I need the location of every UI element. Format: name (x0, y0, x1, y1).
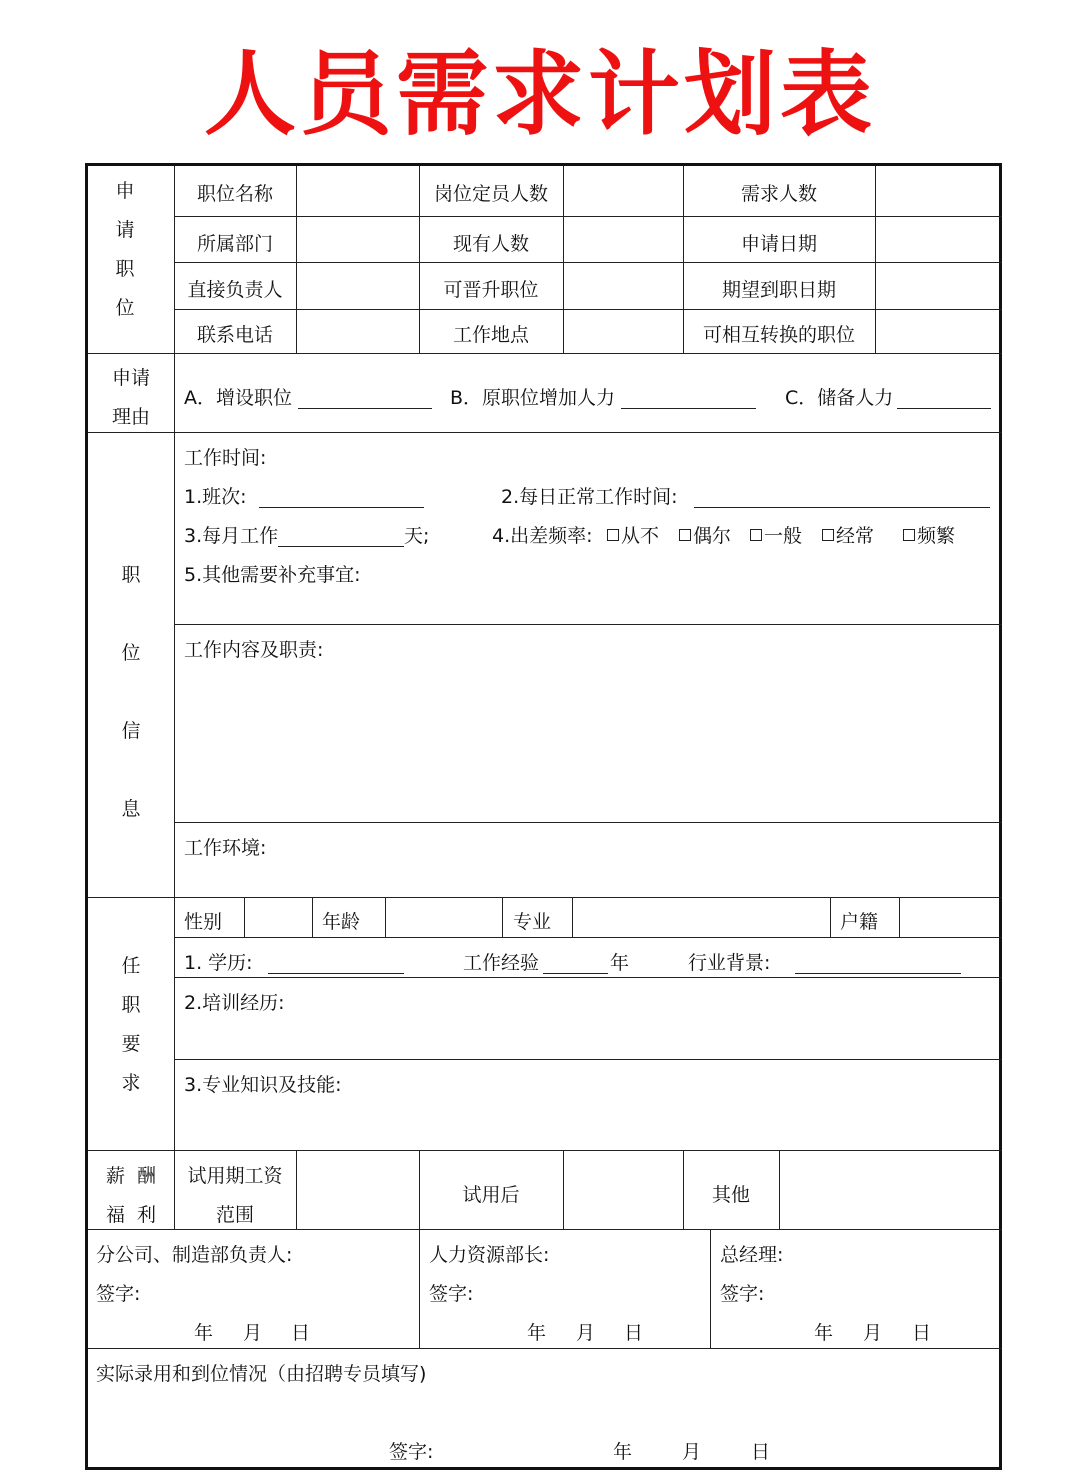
section-label-requirements: 任 职 要 求 (121, 955, 141, 1094)
date-month: 月 (682, 1441, 702, 1463)
signature-field[interactable]: 签字: (720, 1283, 765, 1305)
section-label-position-info: 职 位 信 息 (121, 564, 141, 820)
label-direct-supervisor: 直接负责人 (187, 279, 283, 301)
requisition-form: 申 请 职 位 职位名称 岗位定员人数 需求人数 所属部门 现有人数 申请日期 直接负责人 可晋升职位 期望到职日期 联系电话 工作地点 可相互转换的职位 申请 理由 A．增设职位 B．原职位增加人力 C．储备人力 职 位 信 息 工作时间: 1.班次: 2.每日正常工作时间: 3.每月工作 天; 4.出差频率: 从不 偶尔 一般 经常 频繁 5.其他需要补充事宜: 工作内容及职责: 工作环境: 任 职 要 求 性别 年龄 专业 户籍 1. 学历: 工作经验 年 行业背景: 2.培训经历: 3.专业知识及技能: 薪 酬 福 利 试用期工资 范围 试用后 其他 分公司、制造部负责人: 签字: 年 月 日 人力资源部长: 签字: 年 月 日 总经理: 签字: 年 月 日 实际录用和到位情况（由招聘专员填写) 签字: 年 月 日 (85, 163, 1002, 1470)
label-actual-hiring: 实际录用和到位情况（由招聘专员填写) (96, 1363, 427, 1385)
label-work-environment: 工作环境: (184, 837, 267, 859)
checkbox-travel-frequent[interactable]: 频繁 (903, 524, 955, 548)
label-experience: 工作经验 (463, 952, 540, 974)
checkbox-icon (822, 529, 834, 541)
label-other-compensation: 其他 (711, 1184, 750, 1206)
label-major: 专业 (513, 911, 552, 933)
label-contact-phone: 联系电话 (196, 324, 273, 346)
label-work-location: 工作地点 (452, 324, 529, 346)
section-label-benefits: 福 利 (105, 1204, 157, 1226)
section-label-apply-reason-2: 理由 (111, 406, 150, 428)
date-day: 日 (751, 1441, 771, 1463)
label-headcount-quota: 岗位定员人数 (433, 183, 548, 205)
field-headcount-quota[interactable] (564, 166, 683, 216)
label-interchangeable-position: 可相互转换的职位 (702, 324, 855, 346)
option-reserve-staff[interactable]: C．储备人力 (785, 387, 894, 409)
label-age: 年龄 (322, 911, 361, 933)
label-travel-frequency: 4.出差频率: (492, 525, 593, 547)
label-gender: 性别 (184, 911, 223, 933)
label-after-probation: 试用后 (462, 1184, 520, 1206)
label-monthly-work: 3.每月工作 (184, 525, 279, 547)
label-current-count: 现有人数 (452, 233, 529, 255)
checkbox-travel-never[interactable]: 从不 (607, 524, 659, 548)
signature-field-recruiter[interactable]: 签字: (389, 1441, 434, 1463)
label-probation-salary: 试用期工资 (187, 1165, 283, 1187)
label-work-time: 工作时间: (184, 447, 267, 469)
label-days-unit: 天; (404, 525, 430, 547)
label-hukou: 户籍 (840, 911, 879, 933)
label-duties: 工作内容及职责: (184, 639, 324, 661)
checkbox-icon (903, 529, 915, 541)
option-increase-staff[interactable]: B．原职位增加人力 (450, 387, 616, 409)
checkbox-icon (607, 529, 619, 541)
label-industry: 行业背景: (688, 952, 771, 974)
label-position-name: 职位名称 (196, 183, 273, 205)
label-required-count: 需求人数 (740, 183, 817, 205)
label-training: 2.培训经历: (184, 992, 285, 1014)
label-education: 1. 学历: (184, 952, 253, 974)
label-expected-start-date: 期望到职日期 (721, 279, 836, 301)
label-promotable-position: 可晋升职位 (443, 279, 539, 301)
field-required-count[interactable] (876, 166, 1002, 216)
section-label-apply-position: 申 请 职 位 (115, 180, 135, 319)
checkbox-travel-normal[interactable]: 一般 (750, 524, 802, 548)
section-label-apply-reason: 申请 (111, 367, 150, 389)
label-other-notes: 5.其他需要补充事宜: (184, 564, 361, 586)
label-shift: 1.班次: (184, 486, 247, 508)
checkbox-icon (679, 529, 691, 541)
label-experience-years: 年 (610, 952, 630, 974)
label-skills: 3.专业知识及技能: (184, 1074, 342, 1096)
label-daily-hours: 2.每日正常工作时间: (501, 486, 678, 508)
label-probation-salary-range: 范围 (215, 1204, 254, 1226)
label-department: 所属部门 (196, 233, 273, 255)
section-label-compensation: 薪 酬 (105, 1165, 157, 1187)
checkbox-icon (750, 529, 762, 541)
signature-field[interactable]: 签字: (429, 1283, 474, 1305)
checkbox-travel-often[interactable]: 经常 (822, 524, 874, 548)
option-new-position[interactable]: A．增设职位 (184, 387, 292, 409)
label-apply-date: 申请日期 (740, 233, 817, 255)
field-position-name[interactable] (297, 166, 419, 216)
date-year: 年 (613, 1441, 633, 1463)
checkbox-travel-occasionally[interactable]: 偶尔 (679, 524, 731, 548)
signature-field[interactable]: 签字: (96, 1283, 141, 1305)
page-title: 人员需求计划表 (203, 41, 876, 148)
